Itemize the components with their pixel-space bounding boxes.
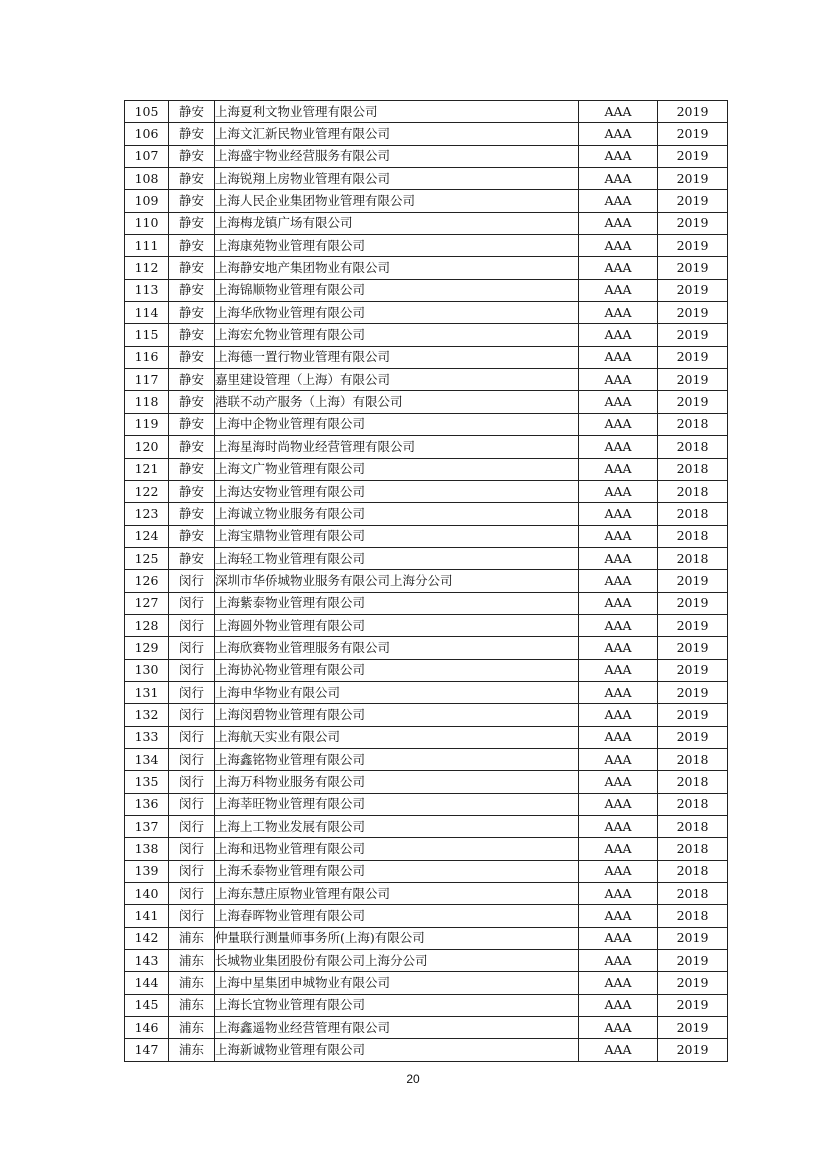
- row-number: 122: [125, 480, 169, 502]
- company-name-cell: 上海莘旺物业管理有限公司: [215, 793, 579, 815]
- district-cell: 静安: [169, 413, 215, 435]
- year-cell: 2018: [658, 793, 728, 815]
- row-number: 118: [125, 391, 169, 413]
- table-row: [125, 235, 728, 257]
- rating-cell: AAA: [579, 525, 658, 547]
- company-name-cell: 上海长宜物业管理有限公司: [215, 994, 579, 1016]
- district-cell: 静安: [169, 525, 215, 547]
- row-number: 133: [125, 726, 169, 748]
- district-cell: 静安: [169, 324, 215, 346]
- rating-cell: AAA: [579, 681, 658, 703]
- row-number: 125: [125, 547, 169, 569]
- row-number: 135: [125, 771, 169, 793]
- rating-cell: AAA: [579, 659, 658, 681]
- table-row: [125, 436, 728, 458]
- company-name-cell: 上海德一置行物业管理有限公司: [215, 346, 579, 368]
- district-cell: 静安: [169, 145, 215, 167]
- table-row: [125, 525, 728, 547]
- district-cell: 闵行: [169, 771, 215, 793]
- table-row: [125, 123, 728, 145]
- year-cell: 2019: [658, 324, 728, 346]
- rating-cell: AAA: [579, 503, 658, 525]
- company-name-cell: 上海达安物业管理有限公司: [215, 480, 579, 502]
- table-row: [125, 212, 728, 234]
- district-cell: 闵行: [169, 637, 215, 659]
- company-name-cell: 上海宏允物业管理有限公司: [215, 324, 579, 346]
- row-number: 126: [125, 570, 169, 592]
- year-cell: 2018: [658, 436, 728, 458]
- company-name-cell: 上海禾泰物业管理有限公司: [215, 860, 579, 882]
- district-cell: 闵行: [169, 883, 215, 905]
- company-name-cell: 上海东慧庄原物业管理有限公司: [215, 883, 579, 905]
- company-name-cell: 上海春晖物业管理有限公司: [215, 905, 579, 927]
- rating-cell: AAA: [579, 302, 658, 324]
- company-name-cell: 上海人民企业集团物业管理有限公司: [215, 190, 579, 212]
- company-name-cell: 上海和迅物业管理有限公司: [215, 838, 579, 860]
- company-name-cell: 长城物业集团股份有限公司上海分公司: [215, 950, 579, 972]
- row-number: 132: [125, 704, 169, 726]
- year-cell: 2018: [658, 503, 728, 525]
- year-cell: 2018: [658, 458, 728, 480]
- row-number: 111: [125, 235, 169, 257]
- rating-cell: AAA: [579, 726, 658, 748]
- rating-cell: AAA: [579, 748, 658, 770]
- row-number: 106: [125, 123, 169, 145]
- row-number: 128: [125, 614, 169, 636]
- table-row: [125, 726, 728, 748]
- district-cell: 静安: [169, 503, 215, 525]
- company-name-cell: 上海万科物业服务有限公司: [215, 771, 579, 793]
- row-number: 129: [125, 637, 169, 659]
- company-name-cell: 上海中企物业管理有限公司: [215, 413, 579, 435]
- rating-cell: AAA: [579, 614, 658, 636]
- rating-cell: AAA: [579, 413, 658, 435]
- rating-cell: AAA: [579, 883, 658, 905]
- company-name-cell: 上海轻工物业管理有限公司: [215, 547, 579, 569]
- district-cell: 静安: [169, 369, 215, 391]
- table-row: [125, 838, 728, 860]
- district-cell: 静安: [169, 257, 215, 279]
- year-cell: 2019: [658, 659, 728, 681]
- district-cell: 静安: [169, 346, 215, 368]
- rating-cell: AAA: [579, 168, 658, 190]
- district-cell: 浦东: [169, 994, 215, 1016]
- district-cell: 闵行: [169, 793, 215, 815]
- row-number: 119: [125, 413, 169, 435]
- row-number: 137: [125, 816, 169, 838]
- table-row: [125, 369, 728, 391]
- rating-cell: AAA: [579, 212, 658, 234]
- rating-cell: AAA: [579, 391, 658, 413]
- rating-cell: AAA: [579, 771, 658, 793]
- row-number: 120: [125, 436, 169, 458]
- page-number: 20: [406, 1072, 420, 1086]
- district-cell: 浦东: [169, 1017, 215, 1039]
- rating-cell: AAA: [579, 346, 658, 368]
- table-row: [125, 1017, 728, 1039]
- year-cell: 2018: [658, 883, 728, 905]
- year-cell: 2018: [658, 547, 728, 569]
- row-number: 144: [125, 972, 169, 994]
- row-number: 121: [125, 458, 169, 480]
- rating-cell: AAA: [579, 838, 658, 860]
- company-name-cell: 上海康苑物业管理有限公司: [215, 235, 579, 257]
- district-cell: 静安: [169, 391, 215, 413]
- rating-cell: AAA: [579, 972, 658, 994]
- year-cell: 2018: [658, 860, 728, 882]
- year-cell: 2019: [658, 570, 728, 592]
- table-row: [125, 145, 728, 167]
- rating-cell: AAA: [579, 860, 658, 882]
- year-cell: 2019: [658, 123, 728, 145]
- year-cell: 2019: [658, 302, 728, 324]
- rating-cell: AAA: [579, 637, 658, 659]
- district-cell: 静安: [169, 547, 215, 569]
- company-name-cell: 深圳市华侨城物业服务有限公司上海分公司: [215, 570, 579, 592]
- year-cell: 2019: [658, 101, 728, 123]
- table-body: [125, 101, 728, 1062]
- year-cell: 2019: [658, 235, 728, 257]
- year-cell: 2019: [658, 190, 728, 212]
- district-cell: 静安: [169, 436, 215, 458]
- year-cell: 2018: [658, 838, 728, 860]
- district-cell: 闵行: [169, 905, 215, 927]
- year-cell: 2018: [658, 816, 728, 838]
- rating-cell: AAA: [579, 235, 658, 257]
- district-cell: 浦东: [169, 1039, 215, 1061]
- row-number: 140: [125, 883, 169, 905]
- row-number: 105: [125, 101, 169, 123]
- district-cell: 闵行: [169, 726, 215, 748]
- row-number: 114: [125, 302, 169, 324]
- table-row: [125, 324, 728, 346]
- year-cell: 2018: [658, 748, 728, 770]
- rating-cell: AAA: [579, 324, 658, 346]
- table-row: [125, 391, 728, 413]
- company-name-cell: 上海上工物业发展有限公司: [215, 816, 579, 838]
- table-row: [125, 101, 728, 123]
- district-cell: 静安: [169, 168, 215, 190]
- year-cell: 2018: [658, 413, 728, 435]
- table-row: [125, 883, 728, 905]
- company-name-cell: 港联不动产服务（上海）有限公司: [215, 391, 579, 413]
- company-name-cell: 上海中星集团申城物业有限公司: [215, 972, 579, 994]
- district-cell: 静安: [169, 123, 215, 145]
- company-name-cell: 上海欣赛物业管理服务有限公司: [215, 637, 579, 659]
- table-row: [125, 704, 728, 726]
- company-name-cell: 嘉里建设管理（上海）有限公司: [215, 369, 579, 391]
- district-cell: 闵行: [169, 816, 215, 838]
- table-row: [125, 771, 728, 793]
- year-cell: 2018: [658, 905, 728, 927]
- district-cell: 闵行: [169, 838, 215, 860]
- district-cell: 闵行: [169, 570, 215, 592]
- year-cell: 2019: [658, 927, 728, 949]
- table-row: [125, 257, 728, 279]
- rating-cell: AAA: [579, 793, 658, 815]
- table-row: [125, 346, 728, 368]
- year-cell: 2019: [658, 972, 728, 994]
- district-cell: 浦东: [169, 972, 215, 994]
- row-number: 116: [125, 346, 169, 368]
- year-cell: 2019: [658, 681, 728, 703]
- year-cell: 2019: [658, 994, 728, 1016]
- row-number: 138: [125, 838, 169, 860]
- company-name-cell: 上海申华物业有限公司: [215, 681, 579, 703]
- year-cell: 2019: [658, 279, 728, 301]
- table-row: [125, 927, 728, 949]
- row-number: 142: [125, 927, 169, 949]
- district-cell: 闵行: [169, 704, 215, 726]
- table-row: [125, 748, 728, 770]
- table-row: [125, 413, 728, 435]
- row-number: 146: [125, 1017, 169, 1039]
- rating-cell: AAA: [579, 123, 658, 145]
- rating-cell: AAA: [579, 458, 658, 480]
- row-number: 143: [125, 950, 169, 972]
- year-cell: 2019: [658, 346, 728, 368]
- year-cell: 2019: [658, 145, 728, 167]
- rating-cell: AAA: [579, 436, 658, 458]
- company-name-cell: 上海圆外物业管理有限公司: [215, 614, 579, 636]
- row-number: 107: [125, 145, 169, 167]
- year-cell: 2019: [658, 704, 728, 726]
- year-cell: 2018: [658, 480, 728, 502]
- row-number: 108: [125, 168, 169, 190]
- row-number: 117: [125, 369, 169, 391]
- company-name-cell: 仲量联行测量师事务所(上海)有限公司: [215, 927, 579, 949]
- row-number: 124: [125, 525, 169, 547]
- year-cell: 2019: [658, 212, 728, 234]
- company-name-cell: 上海夏利文物业管理有限公司: [215, 101, 579, 123]
- district-cell: 静安: [169, 458, 215, 480]
- year-cell: 2019: [658, 391, 728, 413]
- row-number: 139: [125, 860, 169, 882]
- table-row: [125, 570, 728, 592]
- rating-cell: AAA: [579, 547, 658, 569]
- table-row: [125, 994, 728, 1016]
- district-cell: 静安: [169, 190, 215, 212]
- year-cell: 2019: [658, 637, 728, 659]
- rating-cell: AAA: [579, 905, 658, 927]
- row-number: 147: [125, 1039, 169, 1061]
- company-name-cell: 上海盛宇物业经营服务有限公司: [215, 145, 579, 167]
- district-cell: 静安: [169, 235, 215, 257]
- rating-cell: AAA: [579, 592, 658, 614]
- table-row: [125, 547, 728, 569]
- row-number: 130: [125, 659, 169, 681]
- table-row: [125, 816, 728, 838]
- rating-cell: AAA: [579, 101, 658, 123]
- year-cell: 2019: [658, 1017, 728, 1039]
- table-row: [125, 592, 728, 614]
- table-row: [125, 1039, 728, 1061]
- table-row: [125, 503, 728, 525]
- company-name-cell: 上海新诚物业管理有限公司: [215, 1039, 579, 1061]
- year-cell: 2019: [658, 726, 728, 748]
- year-cell: 2018: [658, 525, 728, 547]
- district-cell: 静安: [169, 302, 215, 324]
- table-row: [125, 168, 728, 190]
- rating-cell: AAA: [579, 994, 658, 1016]
- row-number: 136: [125, 793, 169, 815]
- company-name-cell: 上海华欣物业管理有限公司: [215, 302, 579, 324]
- company-rating-table: [124, 100, 728, 1062]
- company-name-cell: 上海鑫铭物业管理有限公司: [215, 748, 579, 770]
- row-number: 127: [125, 592, 169, 614]
- table-row: [125, 860, 728, 882]
- district-cell: 静安: [169, 480, 215, 502]
- company-name-cell: 上海文汇新民物业管理有限公司: [215, 123, 579, 145]
- rating-cell: AAA: [579, 704, 658, 726]
- company-name-cell: 上海航天实业有限公司: [215, 726, 579, 748]
- table-row: [125, 681, 728, 703]
- row-number: 141: [125, 905, 169, 927]
- rating-cell: AAA: [579, 1039, 658, 1061]
- table-row: [125, 972, 728, 994]
- company-name-cell: 上海紫泰物业管理有限公司: [215, 592, 579, 614]
- district-cell: 闵行: [169, 681, 215, 703]
- company-name-cell: 上海锦顺物业管理有限公司: [215, 279, 579, 301]
- district-cell: 闵行: [169, 592, 215, 614]
- rating-cell: AAA: [579, 927, 658, 949]
- company-name-cell: 上海星海时尚物业经营管理有限公司: [215, 436, 579, 458]
- company-name-cell: 上海文广物业管理有限公司: [215, 458, 579, 480]
- rating-cell: AAA: [579, 145, 658, 167]
- table-row: [125, 659, 728, 681]
- district-cell: 静安: [169, 279, 215, 301]
- year-cell: 2019: [658, 257, 728, 279]
- district-cell: 闵行: [169, 748, 215, 770]
- row-number: 113: [125, 279, 169, 301]
- row-number: 109: [125, 190, 169, 212]
- row-number: 110: [125, 212, 169, 234]
- row-number: 115: [125, 324, 169, 346]
- district-cell: 浦东: [169, 950, 215, 972]
- year-cell: 2018: [658, 771, 728, 793]
- row-number: 123: [125, 503, 169, 525]
- district-cell: 闵行: [169, 860, 215, 882]
- rating-cell: AAA: [579, 1017, 658, 1039]
- table-row: [125, 614, 728, 636]
- rating-cell: AAA: [579, 480, 658, 502]
- company-name-cell: 上海诚立物业服务有限公司: [215, 503, 579, 525]
- rating-cell: AAA: [579, 257, 658, 279]
- year-cell: 2019: [658, 592, 728, 614]
- table-row: [125, 480, 728, 502]
- table-row: [125, 905, 728, 927]
- district-cell: 浦东: [169, 927, 215, 949]
- year-cell: 2019: [658, 369, 728, 391]
- row-number: 145: [125, 994, 169, 1016]
- rating-cell: AAA: [579, 816, 658, 838]
- row-number: 112: [125, 257, 169, 279]
- district-cell: 静安: [169, 101, 215, 123]
- company-name-cell: 上海静安地产集团物业有限公司: [215, 257, 579, 279]
- rating-cell: AAA: [579, 279, 658, 301]
- year-cell: 2019: [658, 614, 728, 636]
- company-name-cell: 上海锐翔上房物业管理有限公司: [215, 168, 579, 190]
- rating-cell: AAA: [579, 950, 658, 972]
- table-row: [125, 190, 728, 212]
- company-name-cell: 上海鑫遥物业经营管理有限公司: [215, 1017, 579, 1039]
- year-cell: 2019: [658, 1039, 728, 1061]
- table-row: [125, 637, 728, 659]
- table-row: [125, 950, 728, 972]
- company-name-cell: 上海宝鼎物业管理有限公司: [215, 525, 579, 547]
- rating-cell: AAA: [579, 369, 658, 391]
- district-cell: 闵行: [169, 614, 215, 636]
- year-cell: 2019: [658, 950, 728, 972]
- district-cell: 闵行: [169, 659, 215, 681]
- district-cell: 静安: [169, 212, 215, 234]
- row-number: 134: [125, 748, 169, 770]
- company-name-cell: 上海梅龙镇广场有限公司: [215, 212, 579, 234]
- year-cell: 2019: [658, 168, 728, 190]
- table-row: [125, 458, 728, 480]
- rating-cell: AAA: [579, 570, 658, 592]
- row-number: 131: [125, 681, 169, 703]
- table-row: [125, 302, 728, 324]
- rating-cell: AAA: [579, 190, 658, 212]
- company-name-cell: 上海闵碧物业管理有限公司: [215, 704, 579, 726]
- company-name-cell: 上海协沁物业管理有限公司: [215, 659, 579, 681]
- table-row: [125, 279, 728, 301]
- table-row: [125, 793, 728, 815]
